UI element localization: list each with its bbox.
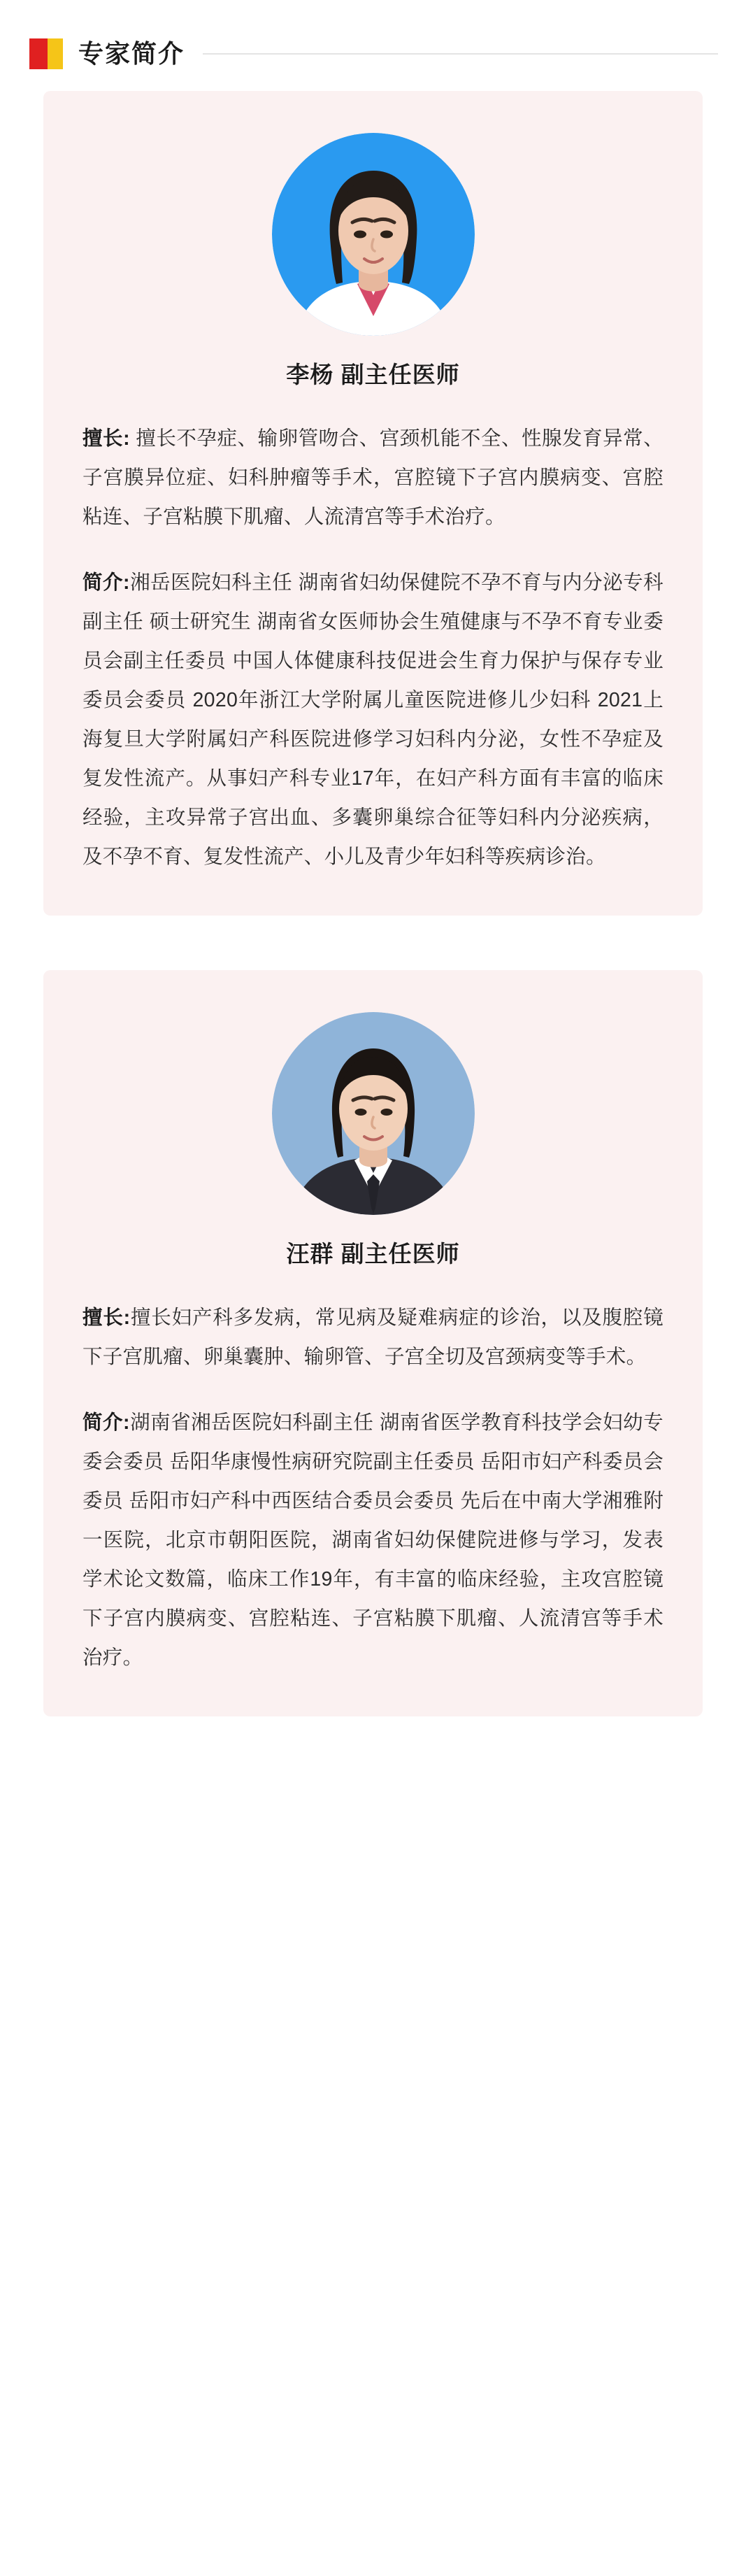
- expert-bio: [83, 563, 663, 876]
- expert-card-list: [0, 67, 746, 1813]
- avatar: [272, 133, 475, 336]
- expert-name: 汪群 副主任医师: [286, 1241, 460, 1267]
- section-header: [0, 0, 746, 67]
- avatar-wrapper: [83, 133, 663, 336]
- specialty-label: 擅长:: [83, 1307, 131, 1329]
- expert-card: [43, 91, 703, 916]
- bio-text: 湖南省湘岳医院妇科副主任 湖南省医学教育科技学会妇幼专委会委员 岳阳华康慢性病研究院副主任委员 岳阳市妇产科委员会委员 岳阳市妇产科中西医结合委员会委员 先后在中南大学湘雅附一医院，北京市朝阳医院，湖南省妇幼保健院进修与学习，发表学术论文数篇，临床工作19年，有丰富的临床经验，主攻宫腔镜下子宫内膜病变、宫腔粘连、子宫粘膜下肌瘤、人流清宫等手术治疗。: [83, 1411, 663, 1669]
- header-block-red: [29, 38, 48, 69]
- avatar-wrapper: [83, 1012, 663, 1215]
- avatar: [272, 1012, 475, 1215]
- bio-label: 简介:: [83, 1411, 130, 1434]
- expert-bio: [83, 1403, 663, 1677]
- specialty-text: 擅长不孕症、输卵管吻合、宫颈机能不全、性腺发育异常、子宫膜异位症、妇科肿瘤等手术，宫腔镜下子宫内膜病变、宫腔粘连、子宫粘膜下肌瘤、人流清宫等手术治疗。: [83, 427, 663, 528]
- header-block-yellow: [48, 38, 63, 69]
- header-divider: [203, 53, 718, 55]
- bio-label: 简介:: [83, 571, 130, 594]
- header-color-blocks: [29, 38, 63, 69]
- page-title: 专家简介: [78, 39, 185, 68]
- expert-specialty: [83, 1298, 663, 1376]
- specialty-label: 擅长:: [83, 427, 130, 450]
- expert-card: [43, 970, 703, 1716]
- expert-specialty: [83, 419, 663, 536]
- bio-text: 湘岳医院妇科主任 湖南省妇幼保健院不孕不育与内分泌专科副主任 硕士研究生 湖南省女医师协会生殖健康与不孕不育专业委员会副主任委员 中国人体健康科技促进会生育力保护与保存专业委员会委员 2020年浙江大学附属儿童医院进修儿少妇科 2021上海复旦大学附属妇产科医院进修学习妇科内分泌，女性不孕症及复发性流产。从事妇产科专业17年，在妇产科方面有丰富的临床经验，主攻异常子宫出血、多囊卵巢综合征等妇科内分泌疾病，及不孕不育、复发性流产、小儿及青少年妇科等疾病诊治。: [83, 571, 663, 868]
- expert-name: 李杨 副主任医师: [286, 362, 460, 387]
- specialty-text: 擅长妇产科多发病，常见病及疑难病症的诊治，以及腹腔镜下子宫肌瘤、卵巢囊肿、输卵管、子宫全切及宫颈病变等手术。: [83, 1307, 663, 1368]
